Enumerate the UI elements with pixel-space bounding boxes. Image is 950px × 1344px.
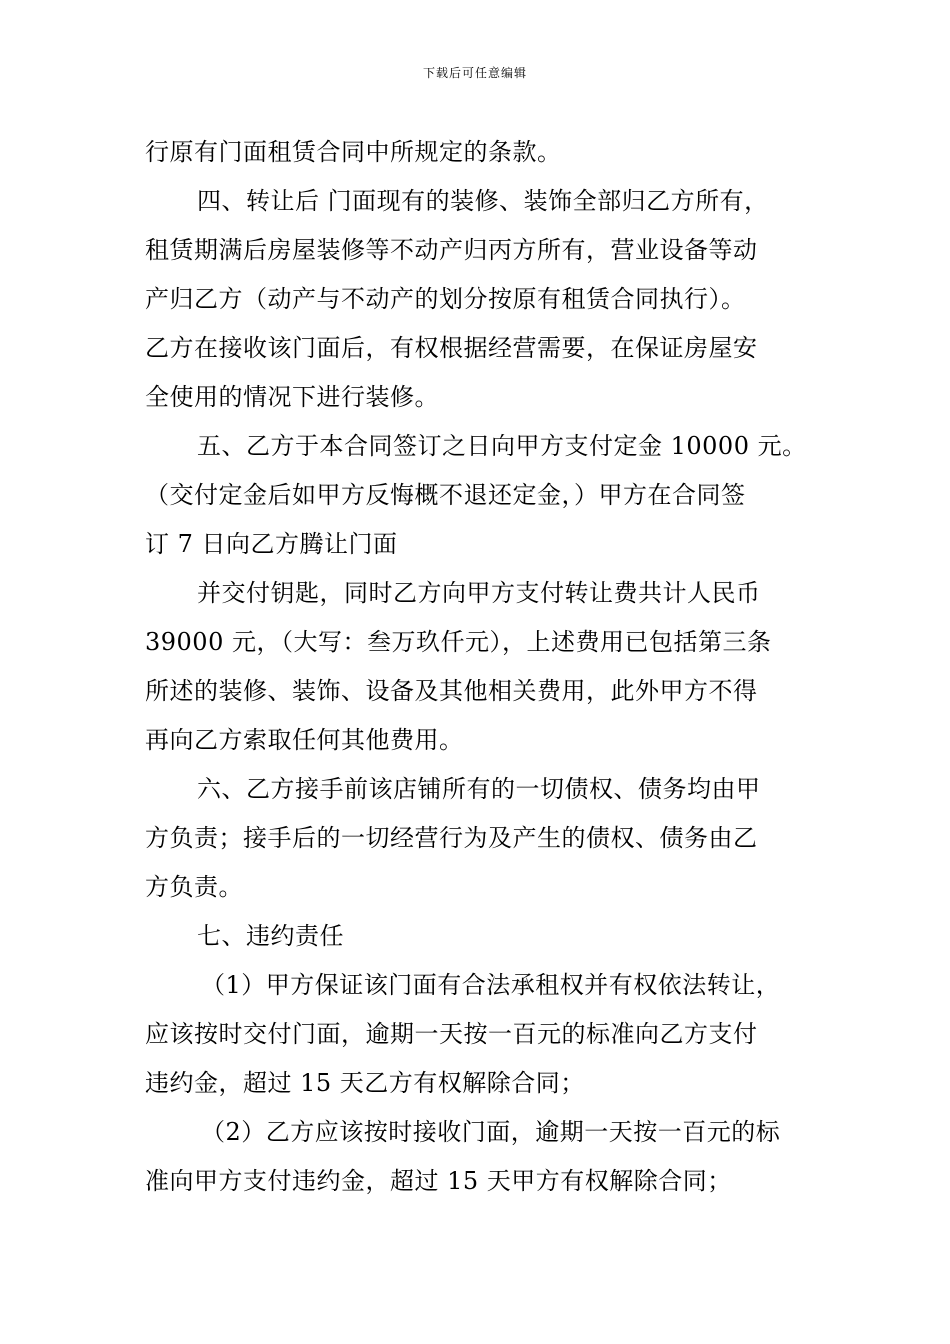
text-line-clause-5-start: 五、乙方于本合同签订之日向甲方支付定金 10000 元。 [197, 432, 807, 460]
text-line-item-1-start: （1）甲方保证该门面有合法承租权并有权依法转让， [201, 971, 781, 999]
text-line: 所述的装修、装饰、设备及其他相关费用，此外甲方不得 [145, 677, 758, 705]
text-line: 再向乙方索取任何其他费用。 [145, 726, 464, 754]
text-line-item-2-start: （2）乙方应该按时接收门面，逾期一天按一百元的标 [201, 1118, 781, 1146]
text-line: 方负责。 [145, 873, 243, 901]
text-line: 方负责；接手后的一切经营行为及产生的债权、债务由乙 [145, 824, 758, 852]
text-line: 订 7 日向乙方腾让门面 [145, 530, 398, 558]
text-line-continuation: 行原有门面租赁合同中所规定的条款。 [145, 138, 562, 166]
text-line: 产归乙方（动产与不动产的划分按原有租赁合同执行）。 [145, 285, 746, 313]
text-line: 租赁期满后房屋装修等不动产归丙方所有，营业设备等动 [145, 236, 758, 264]
text-line: 乙方在接收该门面后，有权根据经营需要，在保证房屋安 [145, 334, 758, 362]
text-line: （交付定金后如甲方反悔概不退还定金，）甲方在合同签 [145, 481, 746, 509]
text-line: 违约金，超过 15 天乙方有权解除合同； [145, 1069, 585, 1097]
header-note: 下载后可任意编辑 [422, 66, 527, 80]
text-line: 应该按时交付门面，逾期一天按一百元的标准向乙方支付 [145, 1020, 758, 1048]
text-line: 全使用的情况下进行装修。 [145, 383, 439, 411]
text-line: 39000 元，（大写：叁万玖仟元），上述费用已包括第三条 [145, 628, 772, 656]
text-line-clause-6-start: 六、乙方接手前该店铺所有的一切债权、债务均由甲 [197, 775, 761, 803]
text-line-paragraph-start: 并交付钥匙，同时乙方向甲方支付转让费共计人民币 [197, 579, 761, 607]
document-body [145, 128, 810, 1206]
clause-7-heading: 七、违约责任 [197, 922, 344, 950]
text-line: 准向甲方支付违约金，超过 15 天甲方有权解除合同； [145, 1167, 732, 1195]
text-line-clause-4-start: 四、转让后 门面现有的装修、装饰全部归乙方所有， [197, 187, 769, 215]
